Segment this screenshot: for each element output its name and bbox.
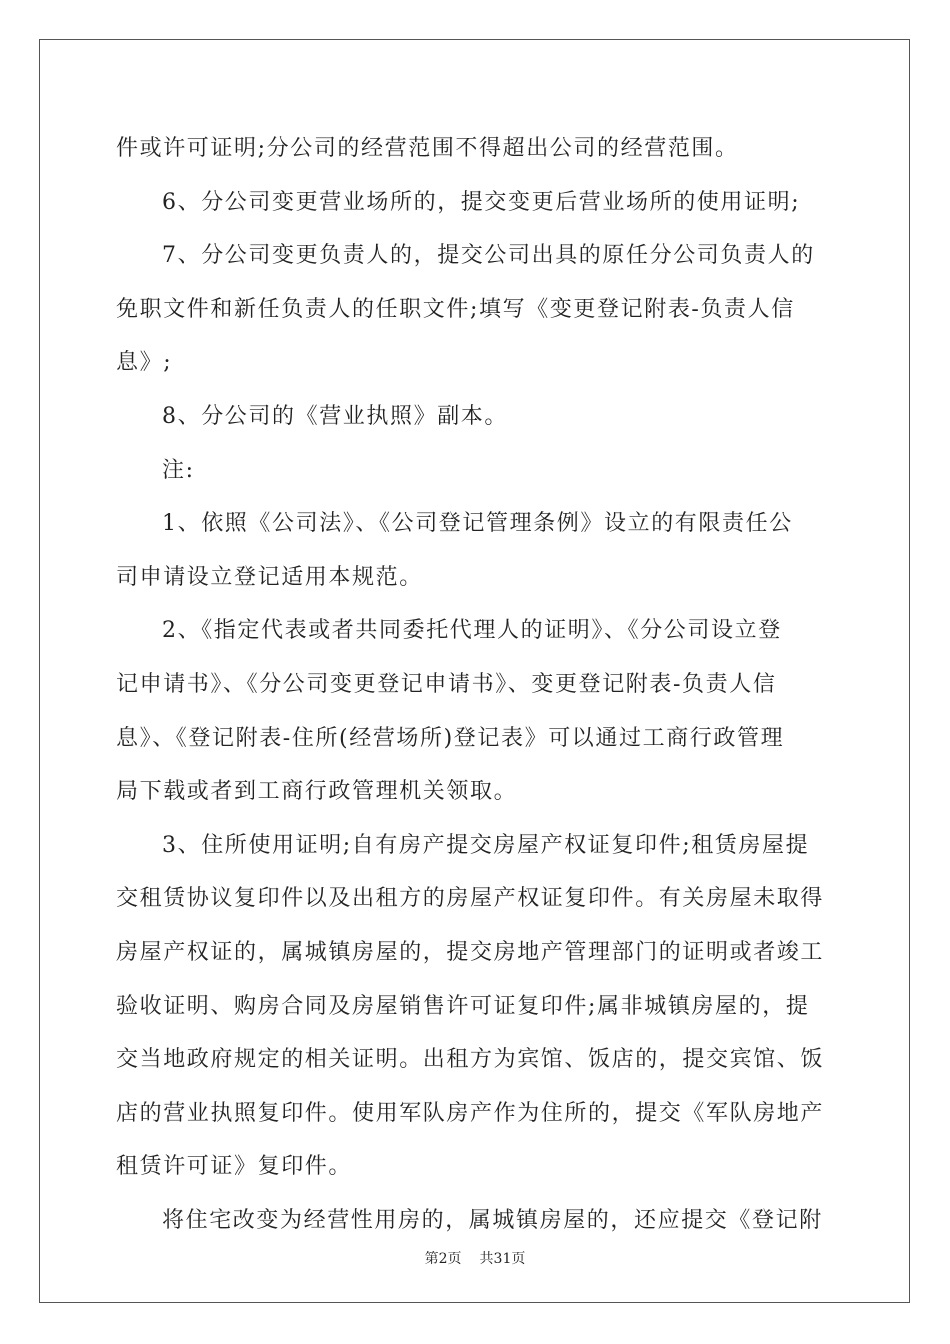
text-line: 注: — [162, 457, 195, 483]
total-pages: 共31页 — [479, 1251, 526, 1267]
text-line: 息》; — [116, 350, 173, 376]
page-number: 第2页 — [424, 1251, 462, 1267]
text-line: 店的营业执照复印件。使用军队房产作为住所的，提交《军队房地产 — [116, 1100, 825, 1126]
text-line: 6、分公司变更营业场所的，提交变更后营业场所的使用证明; — [162, 189, 801, 215]
text-line: 免职文件和新任负责人的任职文件;填写《变更登记附表-负责人信 — [116, 296, 795, 322]
text-line: 局下载或者到工商行政管理机关领取。 — [116, 779, 518, 805]
text-line: 3、住所使用证明;自有房产提交房屋产权证复印件;租赁房屋提 — [162, 832, 810, 858]
text-line: 租赁许可证》复印件。 — [116, 1154, 353, 1180]
text-line: 交租赁协议复印件以及出租方的房屋产权证复印件。有关房屋未取得 — [116, 886, 825, 912]
text-line: 交当地政府规定的相关证明。出租方为宾馆、饭店的，提交宾馆、饭 — [116, 1047, 825, 1073]
text-line: 验收证明、购房合同及房屋销售许可证复印件;属非城镇房屋的，提 — [116, 993, 810, 1019]
text-line: 1、依照《公司法》、《公司登记管理条例》设立的有限责任公 — [162, 511, 793, 537]
text-line: 8、分公司的《营业执照》副本。 — [162, 403, 508, 429]
text-line: 息》、《登记附表-住所(经营场所)登记表》可以通过工商行政管理 — [116, 725, 785, 751]
document-body — [116, 122, 834, 1247]
page-footer — [0, 1248, 950, 1268]
text-line: 2、《指定代表或者共同委托代理人的证明》、《分公司设立登 — [162, 618, 782, 644]
text-line: 司申请设立登记适用本规范。 — [116, 564, 423, 590]
text-line: 房屋产权证的，属城镇房屋的，提交房地产管理部门的证明或者竣工 — [116, 939, 825, 965]
text-line: 7、分公司变更负责人的，提交公司出具的原任分公司负责人的 — [162, 243, 815, 269]
text-line: 记申请书》、《分公司变更登记申请书》、变更登记附表-负责人信 — [116, 671, 777, 697]
text-line: 将住宅改变为经营性用房的，属城镇房屋的，还应提交《登记附 — [162, 1207, 823, 1233]
text-line: 件或许可证明;分公司的经营范围不得超出公司的经营范围。 — [116, 136, 739, 161]
